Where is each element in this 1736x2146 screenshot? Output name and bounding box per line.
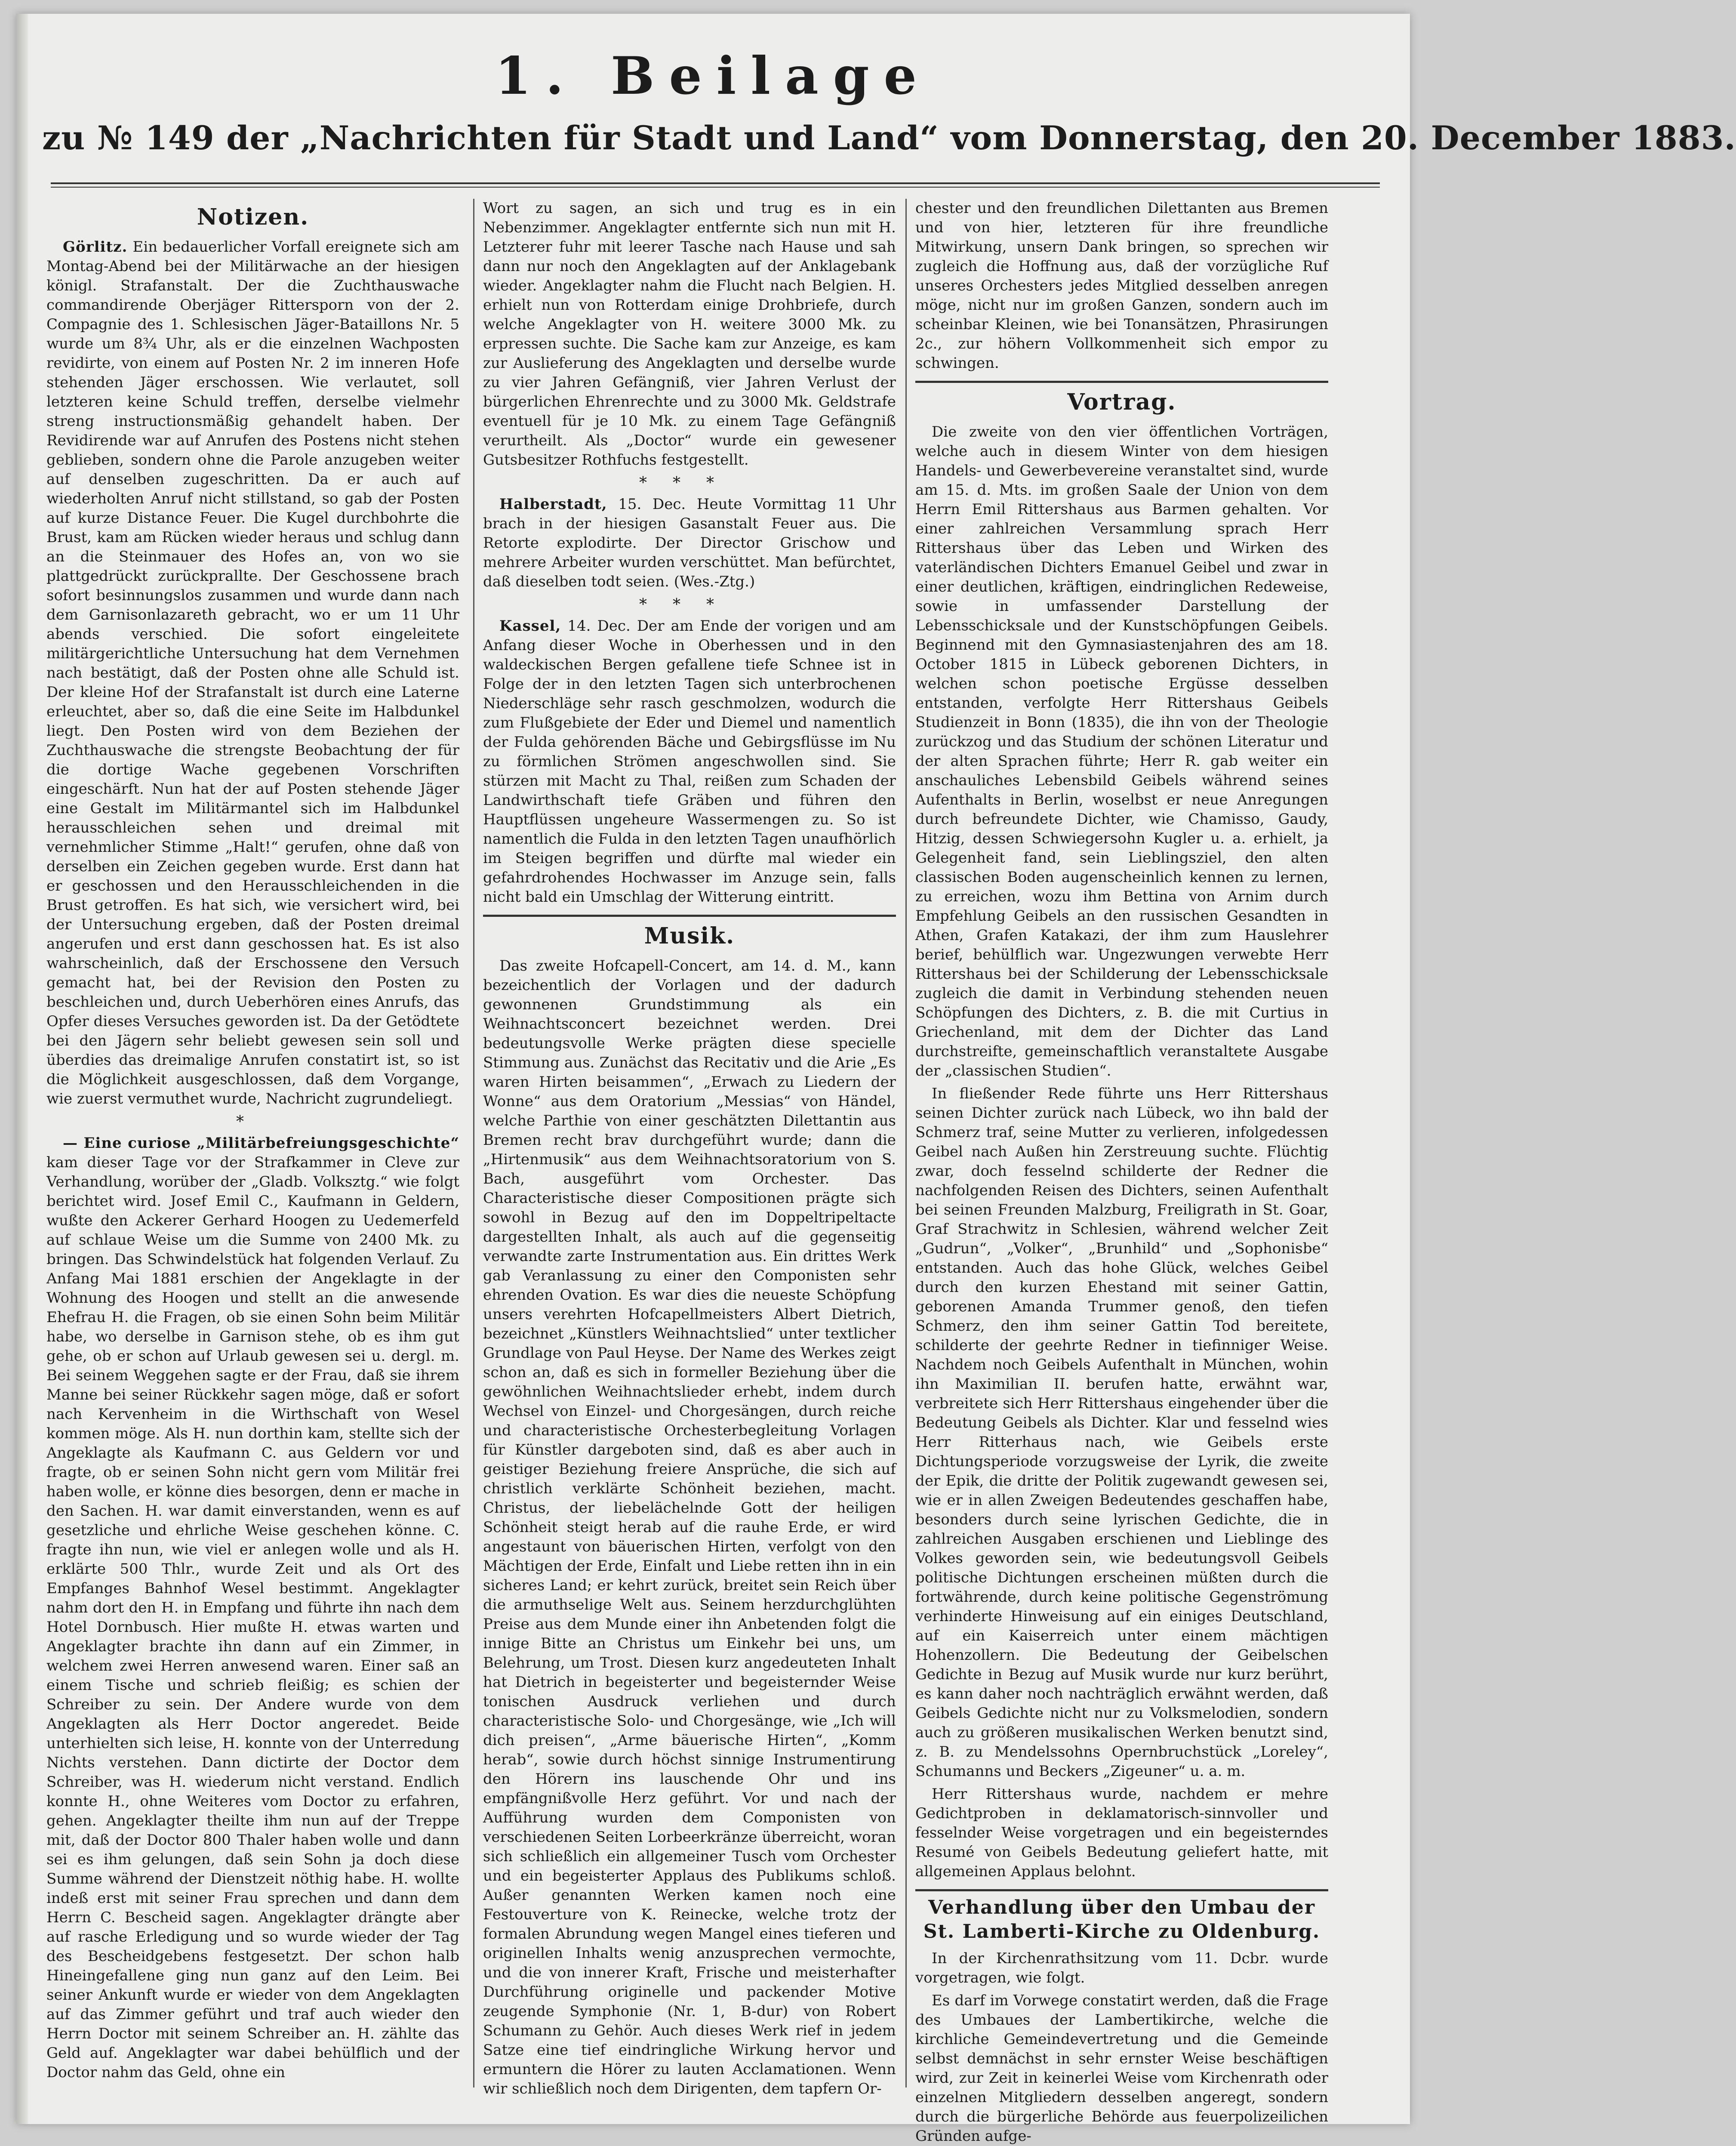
article-text: 15. Dec. Heute Vormittag 11 Uhr brach in der hiesigen Gasanstalt Feuer aus. Die Retorte explodirte. Der Director Grischow und mehrere Arbeiter wurden verschüttet. Man befürchtet, daß dieselben todt seien. (Wes.-Ztg.) (483, 496, 896, 590)
article-lecture-p2 (915, 1084, 1328, 1781)
newspaper-page (16, 14, 1736, 2145)
article-lecture-p3 (915, 1785, 1328, 1881)
article-text: kam dieser Tage vor der Strafkammer in Cleve zur Verhandlung, worüber der „Gladb. Volksztg.“ wie folgt berichtet wird. Josef Emil C., Kaufmann in Geldern, wußte den Ackerer Gerhard Hoogen zu Uedemerfeld auf schlaue Weise um die Summe von 2400 Mk. zu bringen. Das Schwindelstück hat folgenden Verlauf. Zu Anfang Mai 1881 erschien der Angeklagte in der Wohnung des Hoogen und stellt an die anwesende Ehefrau H. die Fragen, ob sie einen Sohn beim Militär habe, wo derselbe in Garnison stehe, ob es ihm gut gehe, ob er schon auf Urlaub gewesen sei u. dergl. m. Bei seinem Weggehen sagte er der Frau, daß sie ihrem Manne bei seiner Rückkehr sagen möge, daß er sofort nach Kervenheim in die Wirthschaft von Wesel kommen möge. Als H. nun dorthin kam, stellte sich der Angeklagte als Kaufmann C. aus Geldern vor und fragte, ob er seinen Sohn nicht gern vom Militär frei haben wolle, er könne dies besorgen, denn er mache in den Sachen. H. war damit einverstanden, wenn es auf gesetzliche und ehrliche Weise geschehen könne. C. fragte ihn nun, wie viel er anlegen wolle und als H. erklärte 500 Thlr., wurde Zeit und als Ort des Empfanges Bahnhof Wesel bestimmt. Angeklagter nahm dort den H. in Empfang und führte ihn nach dem Hotel Dornbusch. Hier mußte H. etwas warten und Angeklagter brachte ihn dann auf ein Zimmer, in welchem zwei Herren anwesend waren. Einer saß an einem Tische und schrieb fleißig; es schien der Schreiber zu sein. Der Andere wurde von dem Angeklagten als Herr Doctor angeredet. Beide unterhielten sich leise, H. konnte von der Unterredung Nichts verstehen. Dann dictirte der Doctor dem Schreiber, was H. wiederum nicht verstand. Endlich konnte H., ohne Weiteres vom Doctor zu erfahren, gehen. Angeklagter theilte ihm nun auf der Treppe mit, daß der Doctor 800 Thaler haben wolle und dann sei es ihm gelungen, daß sein Sohn ja doch diese Summe während der Dienstzeit nöthig habe. H. wollte indeß erst mit seiner Frau sprechen und dann dem Herrn C. Bescheid sagen. Angeklagter drängte aber auf rasche Erledigung und so wurde wieder der Tag des Bescheidgebens festgesetzt. Der schon halb Hineingefallene ging nun ganz auf den Leim. Bei seiner Ankunft wurde er wieder von dem Angeklagten auf das Zimmer geführt und traf auch wieder den Herrn Doctor mit seinem Schreiber an. H. zählte das Geld auf. Angeklagter war dabei behülflich und der Doctor nahm das Geld, ohne ein (46, 1154, 459, 2081)
separator-stars: *** (639, 474, 740, 492)
article-text: Das zweite Hofcapell-Concert, am 14. d. M., kann bezeichentlich der Vorlagen und der dadurch gewonnenen Grundstimmung als ein Weihnachtsconcert bezeichnet werden. Drei bedeutungsvolle Werke prägten diese specielle Stimmung aus. Zunächst das Recitativ und die Arie „Es waren Hirten beisammen“, „Erwach zu Liedern der Wonne“ aus dem Oratorium „Messias“ von Händel, welche Parthie von einer geschätzten Dilettantin aus Bremen recht brav durchgeführt wurde; dann die „Hirtenmusik“ aus dem Weihnachtsoratorium von S. Bach, ausgeführt vom Orchester. Das Characteristische dieser Compositionen prägte sich sowohl in Bezug auf den im Doppeltripeltacte dargestellten Inhalt, als auch auf die gegenseitig verwandte zarte Instrumentation aus. Ein drittes Werk gab Veranlassung zu einer den Componisten sehr ehrenden Ovation. Es war dies die neueste Schöpfung unsers verehrten Hofcapellmeisters Albert Dietrich, bezeichnet „Künstlers Weihnachtslied“ unter textlicher Grundlage von Paul Heyse. Der Name des Werkes zeigt schon an, daß es sich in formeller Beziehung über die gewöhnlichen Weihnachtslieder erhebt, indem durch Wechsel von Einzel- und Chorgesängen, durch reiche und characteristische Orchesterbegleitung Vorlagen für Künstler dargeboten sind, daß es aber auch in geistiger Beziehung freiere Ansprüche, die sich auf christlich verklärte Schönheit beziehen, macht. Christus, der liebelächelnde Gott der heiligen Schönheit steigt herab auf die rauhe Erde, er wird angestaunt von bäuerischen Hirten, verfolgt von den Mächtigen der Erde, Einfalt und Liebe retten ihn in ein sicheres Land; er kehrt zurück, breitet sein Reich über die armuthselige Welt aus. Seinem herzdurchglühten Preise aus dem Munde einer ihn Anbetenden folgt die innige Bitte an Christus um Einkehr bei uns, um Belehrung, um Trost. Diesen kurz angedeuteten Inhalt hat Dietrich in begeisterter und begeisternder Weise tonischen Ausdruck verliehen und durch characteristische Solo- und Chorgesänge, wie „Ich will dich preisen“, „Arme bäuerische Hirten“, „Komm herab“, sowie durch höchst sinnige Instrumentirung den Hörern ins lauschende Ohr und ins empfängnißvolle Herz geführt. Vor und nach der Aufführung wurden dem Componisten von verschiedenen Seiten Lorbeerkränze überreicht, woran sich schließlich ein allgemeiner Tusch vom Orchester und ein begeisterter Applaus des Publikums schloß. Außer genannten Werken kamen noch eine Festouverture von K. Reinecke, welche trotz der formalen Abrundung wegen Mangel eines tieferen und originellen Inhalts wenig anzusprechen vermochte, und die von innerer Kraft, Frische und meisterhafter Durchführung originelle und packender Motive zeugende Symphonie (Nr. 1, B-dur) von Robert Schumann zu Gehör. Auch dieses Werk rief in jedem Satze eine tief eindringliche Wirkung hervor und ermuntern die Hörer zu lauten Acclamationen. Wenn wir schließlich noch dem Dirigenten, dem tapfern Or- (483, 957, 896, 2097)
section-heading-musik: Musik. (483, 915, 896, 951)
separator-stars: *** (639, 596, 740, 614)
article-continuation (483, 199, 896, 470)
article-text: Wort zu sagen, an sich und trug es in ein Nebenzimmer. Angeklagter entfernte sich nun mit H. Letzterer fuhr mit leerer Tasche nach Hause und sah dann nur noch den Angeklagten auf der Anklagebank wieder. Angeklagter nahm die Flucht nach Belgien. H. erhielt nun von Rotterdam einige Drohbriefe, durch welche Angeklagter von H. weitere 3000 Mk. zu erpressen suchte. Die Sache kam zur Anzeige, es kam zur Auslieferung des Angeklagten und derselbe wurde zu vier Jahren Gefängniß, vier Jahren Verlust der bürgerlichen Ehrenrechte und zu 3000 Mk. Geldstrafe eventuell für je 10 Mk. zu einem Tage Gefängniß verurtheilt. Als „Doctor“ wurde ein gewesener Gutsbesitzer Rothfuchs festgestellt. (483, 200, 896, 469)
article-dateline: Kassel, (499, 617, 561, 635)
column-separator (905, 199, 907, 2087)
column-separator (473, 199, 474, 2087)
column-3 (915, 199, 1328, 2145)
separator-stars: * (236, 1113, 270, 1131)
article-halberstadt (483, 495, 896, 592)
article-concert (483, 956, 896, 2099)
issue-line: zu № 149 der „Nachrichten für Stadt und Land“ vom Donnerstag, den 20. December 1883. (42, 119, 1736, 157)
article-text: Es darf im Vorwege constatirt werden, daß die Frage des Umbaues der Lambertikirche, welche die kirchliche Gemeindevertretung und die Gemeinde selbst demnächst in sehr ernster Weise beschäftigen wird, zur Zeit in keinerlei Weise vom Kirchenrath oder einzelnen Mitgliedern desselben angeregt, sondern durch die bürgerliche Behörde aus feuerpolizeilichen Gründen aufge- (915, 1992, 1328, 2145)
section-heading-notizen: Notizen. (197, 204, 309, 230)
masthead (42, 44, 1736, 162)
article-kassel (483, 617, 896, 907)
article-text: Herr Rittershaus wurde, nachdem er mehre Gedichtproben in deklamatorisch-sinnvoller und fesselnder Weise vorgetragen und ein begeisterndes Resumé von Geibels Bedeutung geliefert hatte, mit allgemeinen Applaus belohnt. (915, 1785, 1328, 1880)
article-continuation (915, 199, 1328, 373)
column-2 (483, 199, 896, 2100)
article-military-story (46, 1134, 459, 2082)
masthead-rule-thin (51, 187, 1380, 188)
article-text: Die zweite von den vier öffentlichen Vorträgen, welche auch in diesem Winter von dem hiesigen Handels- und Gewerbevereine veranstaltet sind, wurde am 15. d. Mts. im großen Saale der Union von dem Herrn Emil Rittershaus aus Barmen gehalten. Vor einer zahlreichen Versammlung sprach Herr Rittershaus über das Leben und Wirken des vaterländischen Dichters Emanuel Geibel und zwar in einer deutlichen, kräftigen, eindringlichen Redeweise, sowie in umfassender Darstellung der Lebensschicksale und der Kunstschöpfungen Geibels. Beginnend mit den Gymnasiastenjahren des am 18. October 1815 in Lübeck geborenen Dichters, in welchen schon poetische Ergüsse desselben entstanden, verfolgte Herr Rittershaus Geibels Studienzeit in Bonn (1835), die ihn von der Theologie zurückzog und das Studium der schönen Literatur und der alten Sprachen führte; Herr R. gab weiter ein anschauliches Lebensbild Geibels während seines Aufenthalts in Berlin, woselbst er neue Anregungen durch befreundete Dichter, wie Chamisso, Gaudy, Hitzig, dessen Schwiegersohn Kugler u. a. erhielt, ja Gelegenheit fand, sein Lieblingsziel, den alten classischen Boden augenscheinlich kennen zu lernen, zu erreichen, wozu ihm Bettina von Arnim durch Empfehlung Geibels an den russischen Gesandten in Athen, Grafen Katakazi, der ihm zum Hauslehrer berief, behülflich war. Ungezwungen verwebte Herr Rittershaus bei der Schilderung der Lebensschicksale zugleich die damit in Verbindung stehenden neuen Schöpfungen des Dichters, z. B. die mit Curtius in Griechenland, mit dem der Dichter das Land durchstreifte, gemeinschaftlich veranstaltete Ausgabe der „classischen Studien“. (915, 423, 1328, 1079)
article-goerlitz (46, 237, 459, 1109)
article-text: chester und den freundlichen Dilettanten aus Bremen und von hier, letzteren für ihre freundliche Mitwirkung, unsern Dank bringen, so sprechen wir zugleich die Hoffnung aus, daß der vorzügliche Ruf unseres Orchesters jedes Mitglied desselben anregen möge, nicht nur im großen Ganzen, sondern auch im scheinbar Kleinen, wie bei Tonansätzen, Phrasirungen 2c., zur höhern Vollkommenheit sich empor zu schwingen. (915, 200, 1328, 372)
article-lecture-p1 (915, 422, 1328, 1081)
article-text: 14. Dec. Der am Ende der vorigen und am Anfang dieser Woche in Oberhessen und in den waldeckischen Bergen gefallene tiefe Schnee ist in Folge der in den letzten Tagen sich unterbrochenen Niederschläge sehr rasch geschmolzen, wodurch die zum Flußgebiete der Eder und Diemel und namentlich der Fulda gehörenden Bäche und Gebirgsflüsse im Nu zu förmlichen Strömen angeschwollen sind. Sie stürzen mit Macht zu Thal, reißen zum Schaden der Landwirthschaft tiefe Gräben und führen den Hauptflüssen ungeheure Wassermengen zu. So ist namentlich die Fulda in den letzten Tagen unaufhörlich im Steigen begriffen und dürfte mal wieder ein gefahrdrohendes Hochwasser im Anzuge sein, falls nicht bald ein Umschlag der Witterung eintritt. (483, 617, 896, 906)
column-1 (46, 199, 459, 2100)
article-church-p2 (915, 1991, 1328, 2146)
masthead-rule (51, 182, 1380, 184)
article-dateline: Halberstadt, (499, 496, 607, 513)
article-church-p1 (915, 1949, 1328, 1988)
section-heading-vortrag: Vortrag. (915, 381, 1328, 417)
article-text: In fließender Rede führte uns Herr Rittershaus seinen Dichter zurück nach Lübeck, wo ihn bald der Schmerz traf, seine Mutter zu verlieren, infolgedessen Geibel nach Außen hin Zerstreuung suchte. Flüchtig zwar, doch fesselnd schilderte der Redner die nachfolgenden Reisen des Dichters, seinen Aufenthalt bei seinen Freunden Malzburg, Freiligrath in St. Goar, Graf Strachwitz in Schlesien, während welcher Zeit „Gudrun“, „Volker“, „Brunhild“ und „Sophonisbe“ entstanden. Auch das hohe Glück, welches Geibel durch den kurzen Ehestand mit seiner Gattin, geborenen Amanda Trummer genoß, den tiefen Schmerz, den ihm seiner Gattin Tod bereitete, schilderte der geehrte Redner in tiefinniger Weise. Nachdem noch Geibels Aufenthalt in München, wohin ihn Maximilian II. berufen hatte, erwähnt war, verbreitete sich Herr Rittershaus eingehender über die Bedeutung Geibels als Dichter. Klar und fesselnd wies Herr Ritterhaus nach, wie Geibels erste Dichtungsperiode vorzugsweise der Lyrik, die zweite der Epik, die dritte der Politik zugewandt gewesen sei, wie er in allen Zweigen Bedeutendes geschaffen habe, besonders durch seine lyrischen Gedichte, die in zahlreichen Ausgaben erschienen und Lieblinge des Volkes geworden sein, wie bedeutungsvoll Geibels politische Dichtungen erscheinen müßten durch die fortwährende, durch keine politische Gegenströmung verhinderte Hinweisung auf ein einiges Deutschland, auf ein Kaiserreich unter einem mächtigen Hohenzollern. Die Bedeutung der Geibelschen Gedichte in Bezug auf Musik wurde nur kurz berührt, es kann daher noch nachträglich erwähnt werden, daß Geibels Gedichte nicht nur zu Volksmelodien, sondern auch zu größeren musikalischen Werken benutzt sind, z. B. zu Mendelssohns Opernbruchstück „Loreley“, Schumanns und Beckers „Zigeuner“ u. a. m. (915, 1085, 1328, 1780)
article-dateline: — Eine curiose „Militärbefreiungsgeschichte“ (63, 1135, 459, 1152)
article-text: Ein bedauerlicher Vorfall ereignete sich am Montag-Abend bei der Militärwache an der hiesigen königl. Strafanstalt. Der die Zuchthauswache commandirende Oberjäger Rittersporn von der 2. Compagnie des 1. Schlesischen Jäger-Bataillons Nr. 5 wurde um 8¾ Uhr, als er die einzelnen Wachposten revidirte, von einem auf Posten Nr. 2 im inneren Hofe stehenden Jäger erschossen. Wie verlautet, soll letzteren keine Schuld treffen, derselbe vielmehr streng instructionsmäßig gehandelt haben. Der Revidirende war auf Anrufen des Postens nicht stehen geblieben, sondern ohne die Parole anzugeben weiter auf denselben zugeschritten. Da er auch auf wiederholten Anruf nicht stillstand, so gab der Posten auf kurze Distance Feuer. Die Kugel durchbohrte die Brust, kam am Rücken wieder heraus und schlug dann an die Steinmauer des Hofes an, von wo sie plattgedrückt zurückprallte. Der Geschossene brach sofort besinnungslos zusammen und wurde dann nach dem Garnisonlazareth gebracht, wo er um 11 Uhr abends verschied. Die sofort eingeleitete militärgerichtliche Untersuchung hat dem Vernehmen nach bestätigt, daß der Posten ohne alle Schuld ist. Der kleine Hof der Strafanstalt ist durch eine Laterne erleuchtet, aber so, daß die eine Seite im Halbdunkel liegt. Den Posten wird von dem Beziehen der Zuchthauswache die strengste Beobachtung der für die dortige Wache gegebenen Vorschriften eingeschärft. Nun hat der auf Posten stehende Jäger eine Gestalt im Militärmantel sich im Halbdunkel herausschleichen sehen und dreimal mit vernehmlicher Stimme „Halt!“ gerufen, ohne daß von derselben ein Zeichen gegeben wurde. Erst dann hat er geschossen und den Herausschleichenden in die Brust getroffen. Es hat sich, wie versichert wird, bei der Untersuchung ergeben, daß der Posten dreimal angerufen und erst dann geschossen hat. Es ist also wahrscheinlich, daß der Erschossene den Versuch gemacht hat, bei der Revision den Posten zu beschleichen und, durch Ueberhören eines Anrufs, das Opfer dieses Versuches geworden ist. Da der Getödtete bei den Jägern sehr beliebt gewesen sein soll und überdies das dreimalige Anrufen constatirt ist, so ist die Möglichkeit ausgeschlossen, daß dem Vorgange, wie zuerst vermuthet wurde, Nachricht zugrundeliegt. (46, 238, 459, 1107)
article-text: In der Kirchenrathsitzung vom 11. Dcbr. wurde vorgetragen, wie folgt. (915, 1950, 1328, 1986)
supplement-title: 1. Beilage (495, 46, 931, 106)
article-dateline: Görlitz. (63, 238, 128, 256)
section-heading-lamberti: Verhandlung über den Umbau der St. Lamberti-Kirche zu Oldenburg. (915, 1889, 1328, 1944)
